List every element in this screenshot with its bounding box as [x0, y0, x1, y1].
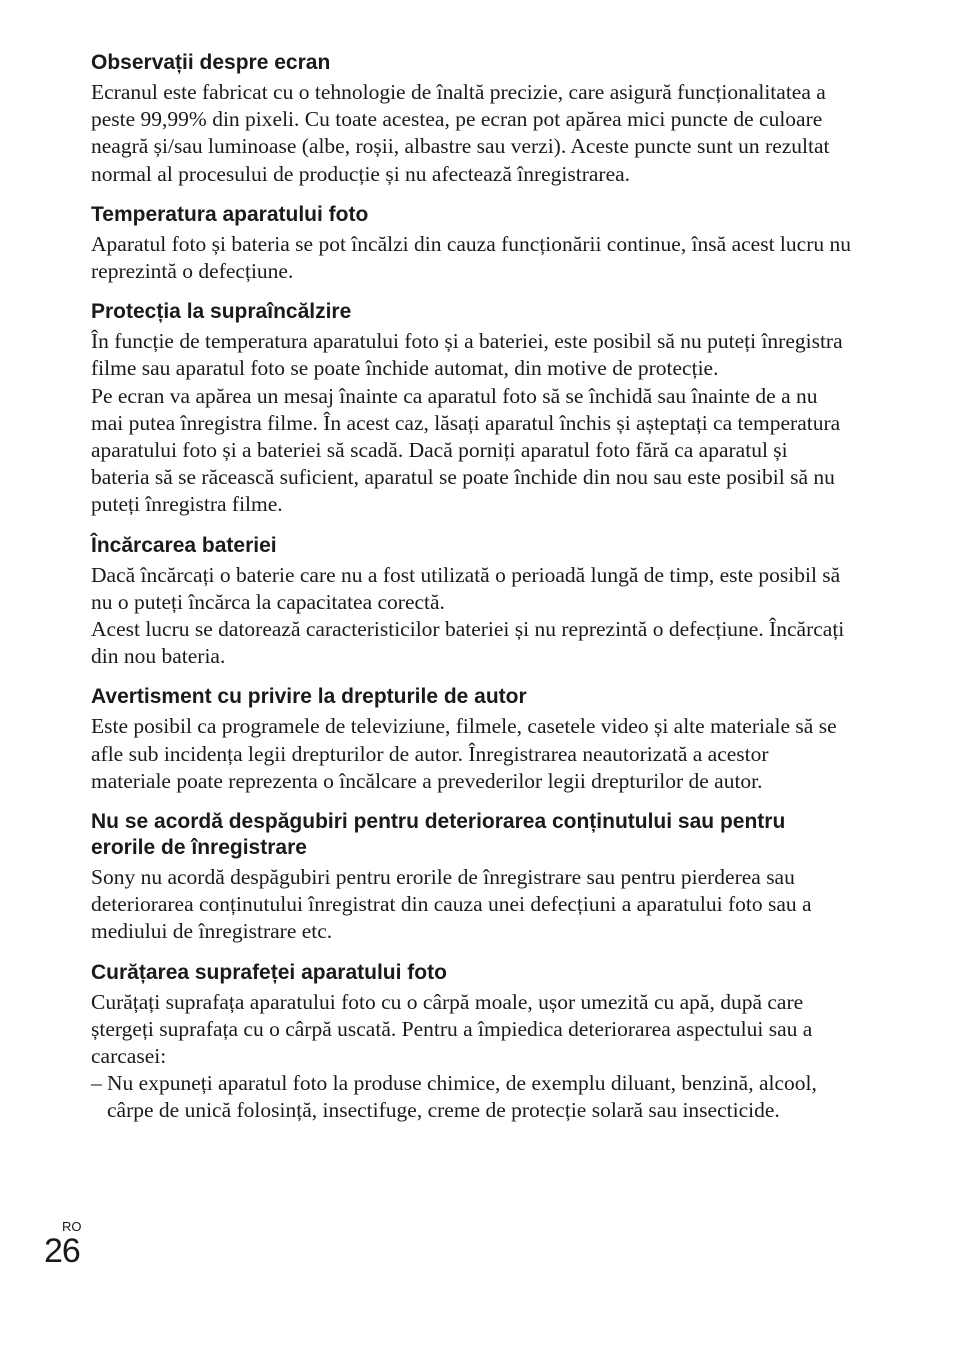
section-heading: Curățarea suprafeței aparatului foto	[91, 960, 447, 984]
section-heading: Avertisment cu privire la drepturile de autor	[91, 685, 527, 709]
section-heading: Nu se acordă despăgubiri pentru deteriorarea conținutului sau pentru erorile de înregistrare	[91, 810, 786, 860]
page-language-label: RO	[62, 1219, 82, 1234]
section-paragraph: Curățați suprafața aparatului foto cu o cârpă moale, ușor umezită cu apă, după care ștergeți suprafața cu o cârpă uscată. Pentru a împiedica deteriorarea aspectului sau a carcasei:	[91, 989, 813, 1069]
section-no-compensation	[91, 809, 851, 946]
section-paragraph: Aparatul foto și bateria se pot încălzi din cauza funcționării continue, însă acest lucru nu reprezintă o defecțiune.	[91, 231, 851, 284]
page-number: 26	[44, 1232, 80, 1270]
list-item	[91, 1070, 851, 1124]
section-paragraph: Pe ecran va apărea un mesaj înainte ca aparatul foto să se închidă sau înainte de a nu mai putea înregistra filme. În acest caz, lăsați aparatul închis și așteptați ca temperatura aparatului foto și a bateriei să scadă. Dacă porniți aparatul foto fără ca aparatul și bateria să se răcească suficient, aparatul se poate închide din nou sau este posibil să nu puteți înregistra filme.	[91, 383, 841, 517]
section-paragraph: Sony nu acordă despăgubiri pentru erorile de înregistrare sau pentru pierderea sau deteriorarea conținutului înregistrat din cauza unei defecțiuni a aparatului foto sau a mediului de înregistrare etc.	[91, 865, 812, 944]
section-paragraph: În funcție de temperatura aparatului foto și a bateriei, este posibil să nu puteți înregistra filme sau aparatul foto se poate închide automat, din motive de protecție.	[91, 329, 843, 381]
list-item-text: Nu expuneți aparatul foto la produse chimice, de exemplu diluant, benzină, alcool, cârpe de unică folosință, insectifuge, creme de protecție solară sau insecticide.	[107, 1071, 817, 1123]
section-heading: Temperatura aparatului foto	[91, 202, 369, 226]
section-heading: Încărcarea bateriei	[91, 533, 277, 557]
section-heading: Observații despre ecran	[91, 51, 331, 74]
dash-marker: –	[91, 1071, 102, 1096]
section-overheat-protection	[91, 299, 851, 518]
section-heading: Protecția la supraîncălzire	[91, 300, 352, 324]
section-copyright-warning	[91, 684, 851, 795]
section-paragraph: Ecranul este fabricat cu o tehnologie de înaltă precizie, care asigură funcționalitatea a peste 99,99% din pixeli. Cu toate acestea, pe ecran pot apărea mici puncte de culoare neagră și/sau luminoase (albe, roșii, albastre sau verzi). Aceste puncte sunt un rezultat normal al procesului de producție și nu afectează înregistrarea.	[91, 80, 830, 186]
section-cleaning-surface	[91, 960, 851, 1125]
section-screen-notes	[91, 50, 851, 188]
page-content	[91, 50, 851, 1139]
section-battery-charging	[91, 533, 851, 671]
section-camera-temperature	[91, 202, 851, 285]
section-paragraph: Este posibil ca programele de televiziune, filmele, casetele video și alte materiale să se afle sub incidența legii drepturilor de autor. Înregistrarea neautorizată a acestor materiale poate reprezenta o încălcare a prevederilor legii drepturilor de autor.	[91, 714, 837, 793]
section-paragraph: Acest lucru se datorează caracteristicilor bateriei și nu reprezintă o defecțiune. Încărcați din nou bateria.	[91, 617, 845, 669]
section-paragraph: Dacă încărcați o baterie care nu a fost utilizată o perioadă lungă de timp, este posibil să nu o puteți încărca la capacitatea corectă.	[91, 562, 841, 614]
